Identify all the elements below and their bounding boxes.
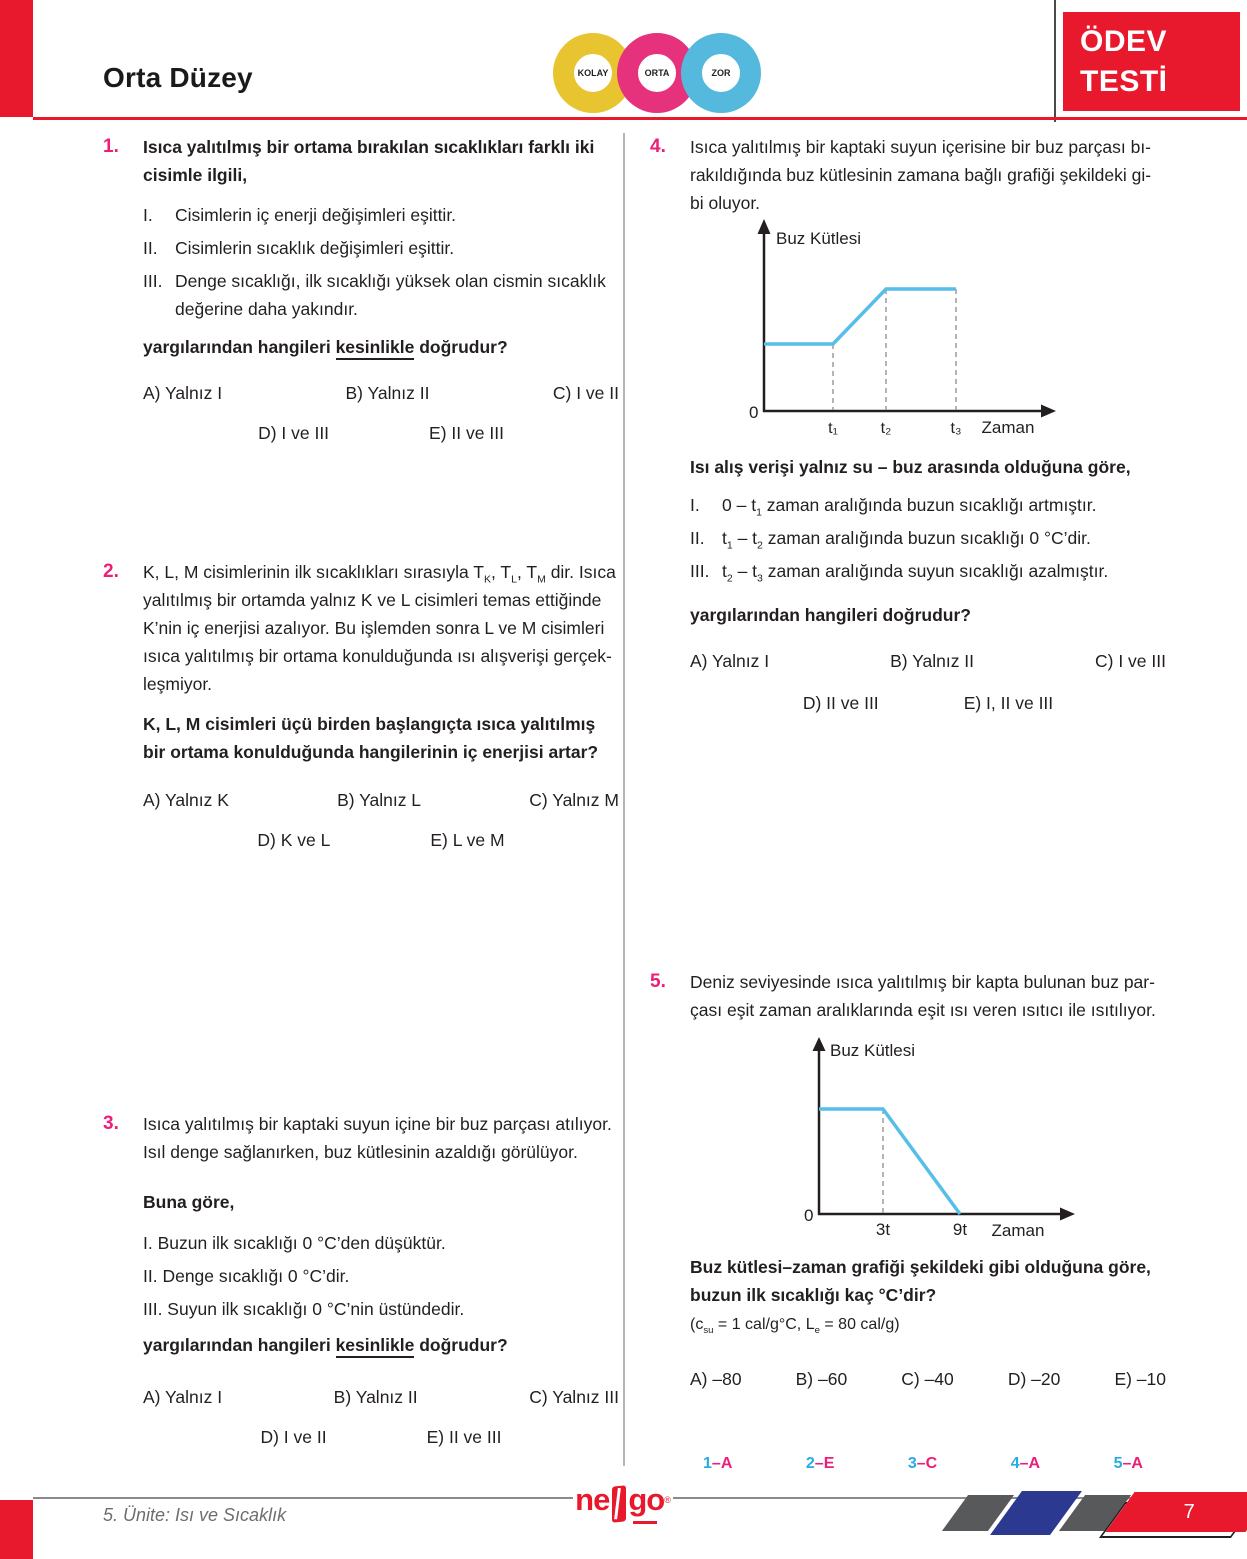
- column-divider: [623, 133, 625, 1489]
- origin-label: 0: [749, 403, 759, 422]
- question-number: 3.: [103, 1113, 119, 1134]
- options-row: [143, 419, 619, 447]
- option-c: C) I ve II: [552, 383, 619, 403]
- statement-item: II. Cisimlerin sıcaklık değişimleri eşittir.: [143, 238, 455, 258]
- x-tick-t1: t₁: [828, 420, 838, 437]
- options-row: [690, 689, 1166, 717]
- options-row: [143, 379, 619, 407]
- option-e: E) L ve M: [430, 830, 505, 850]
- question-4: [650, 133, 1166, 717]
- difficulty-badges: [553, 33, 761, 113]
- constants-note: ($c_{su} = 1$ cal/g°C, $L_e = 80$ cal/g): [690, 1316, 900, 1337]
- x-axis-label: Zaman: [991, 1221, 1045, 1240]
- question-text: Isıca yalıtılmış bir kaptaki suyun içine bir buz parçası atılıyor. Isıl denge sağlanırken, buz kütlesinin azaldığı görülüyor.: [143, 1114, 612, 1162]
- badge-label: ZOR: [711, 68, 731, 78]
- badge-label: KOLAY: [577, 68, 609, 78]
- question-text: K, L, M cisimlerinin ilk sıcaklıkları sırasıyla $T_K$, $T_L$, $T_M$ dir. Isıca yalıtılmış bir ortamda yalnız K ve L cisimleri temas ettiğinde K’nin iç enerjisi azalıyor. Bu işlemden sonra L ve M cisimleri ısıca yalıtılmış bir ortama konulduğunda ısı alışverişi gerçek- leşmiyor.: [143, 562, 616, 694]
- option-b: B) Yalnız II: [345, 383, 430, 403]
- option-c: C) Yalnız M: [529, 790, 619, 810]
- statement-item: I. Cisimlerin iç enerji değişimleri eşittir.: [143, 205, 457, 225]
- options-row: [143, 786, 619, 814]
- difficulty-ring-zor-icon: [681, 33, 761, 113]
- question-stem: Buz kütlesi–zaman grafiği şekildeki gibi olduğuna göre, buzun ilk sıcaklığı kaç °C’dir?: [690, 1257, 1151, 1305]
- options-row: [143, 1383, 619, 1411]
- x-tick-t2: t₂: [880, 420, 892, 437]
- x-tick-t3: t₃: [950, 420, 962, 437]
- test-badge-line1: ÖDEV: [1080, 25, 1168, 58]
- question-stem: K, L, M cisimleri üçü birden başlangıçta ısıca yalıtılmış bir ortama konulduğunda hangilerinin iç enerjisi artar?: [143, 714, 599, 762]
- page-title: Orta Düzey: [103, 62, 253, 93]
- question-3: [103, 1110, 619, 1451]
- test-type-badge: [1063, 12, 1240, 111]
- statement-item: II. Denge sıcaklığı 0 °C’dir.: [143, 1266, 350, 1286]
- option-d: D) I ve II: [260, 1427, 327, 1447]
- origin-label: 0: [804, 1206, 814, 1225]
- page-number: 7: [1184, 1500, 1196, 1523]
- y-axis-label: Buz Kütlesi: [830, 1041, 916, 1060]
- question-number: 4.: [650, 136, 666, 157]
- question-lead: Isı alış verişi yalnız su – buz arasında olduğuna göre,: [690, 457, 1131, 477]
- option-d: D) I ve III: [258, 423, 330, 443]
- statement-item: III. $t_2 - t_3$ zaman aralığında suyun sıcaklığı azalmıştır.: [690, 561, 1109, 585]
- unit-label: 5. Ünite: Isı ve Sıcaklık: [103, 1505, 287, 1525]
- nego-logo: ne go ®: [573, 1466, 673, 1534]
- question-text: Isıca yalıtılmış bir kaptaki suyun içerisine bir buz parçası bı- rakıldığında buz kütlesinin zamana bağlı grafiği şekildeki gi- bi oluyor.: [690, 137, 1152, 213]
- question-stem: yargılarından hangileri kesinlikle doğrudur?: [143, 1331, 619, 1359]
- question-2: [103, 558, 619, 854]
- option-d: D) II ve III: [802, 693, 879, 713]
- options-row: [143, 1423, 619, 1451]
- header-vertical-divider: [1054, 0, 1056, 122]
- option-c: C) –40: [901, 1369, 954, 1389]
- question-stem: yargılarından hangileri kesinlikle doğrudur?: [143, 333, 619, 361]
- question-5: [650, 968, 1166, 1393]
- question-lead: Buna göre,: [143, 1192, 235, 1212]
- option-a: A) Yalnız I: [690, 651, 770, 671]
- y-axis-arrow-icon: [813, 1037, 826, 1051]
- x-tick-3t: 3t: [875, 1220, 891, 1239]
- logo-tagline-mark: [633, 1521, 657, 1524]
- question-number: 2.: [103, 561, 119, 582]
- answer-key-entry: 2–E: [805, 1455, 835, 1472]
- option-b: B) Yalnız II: [890, 651, 975, 671]
- question-number: 1.: [103, 136, 119, 157]
- x-tick-9t: 9t: [952, 1220, 968, 1239]
- options-row: [690, 647, 1166, 675]
- answer-key-entry: 3–C: [907, 1455, 938, 1472]
- statement-item: III. Denge sıcaklığı, ilk sıcaklığı yüksek olan cismin sıcaklık değerine daha yakındır.: [143, 271, 606, 319]
- option-a: A) Yalnız K: [143, 790, 229, 810]
- statement-item: I. Buzun ilk sıcaklığı 0 °C’den düşüktür.: [143, 1233, 446, 1253]
- question-number: 5.: [650, 971, 666, 992]
- option-a: A) Yalnız I: [143, 1387, 223, 1407]
- question-text: Isıca yalıtılmış bir ortama bırakılan sıcaklıkları farklı iki cisimle ilgili,: [143, 137, 595, 185]
- answer-key-entry: 5–A: [1113, 1455, 1143, 1472]
- option-b: B) Yalnız L: [337, 790, 422, 810]
- option-e: E) I, II ve III: [963, 693, 1054, 713]
- question-stem: yargılarından hangileri doğrudur?: [690, 605, 971, 625]
- option-a: A) Yalnız I: [143, 383, 223, 403]
- option-e: E) II ve III: [429, 423, 504, 443]
- option-b: B) Yalnız II: [333, 1387, 418, 1407]
- option-d: D) K ve L: [257, 830, 331, 850]
- ice-mass-time-chart-q5: [790, 1032, 1120, 1247]
- statement-item: I. $0 - t_1$ zaman aralığında buzun sıcaklığı artmıştır.: [690, 495, 1097, 519]
- y-axis-label: Buz Kütlesi: [776, 229, 862, 248]
- ice-mass-time-chart-q4: [736, 211, 1081, 451]
- statement-item: III. Suyun ilk sıcaklığı 0 °C’nin üstündedir.: [143, 1299, 465, 1319]
- option-e: E) II ve III: [426, 1427, 502, 1447]
- options-row: [690, 1365, 1166, 1393]
- option-b: B) –60: [795, 1369, 848, 1389]
- question-text: Deniz seviyesinde ısıca yalıtılmış bir kapta bulunan buz par- çası eşit zaman aralıklarında eşit ısı veren ısıtıcı ile ısıtılıyor.: [690, 972, 1156, 1020]
- badge-label: ORTA: [644, 68, 670, 78]
- option-a: A) –80: [690, 1369, 742, 1389]
- header-red-bar: [0, 0, 33, 117]
- statement-item: II. $t_1 - t_2$ zaman aralığında buzun sıcaklığı 0 °C’dir.: [690, 528, 1091, 552]
- answer-key-entry: 1–A: [703, 1455, 733, 1472]
- option-c: C) Yalnız III: [529, 1387, 619, 1407]
- book-icon: [612, 1485, 626, 1522]
- x-axis-arrow-icon: [1060, 1208, 1075, 1221]
- option-e: E) –10: [1114, 1369, 1166, 1389]
- answer-key-entry: 4–A: [1010, 1455, 1041, 1472]
- test-badge-line2: TESTİ: [1080, 65, 1168, 98]
- x-axis-arrow-icon: [1041, 405, 1056, 418]
- question-1: [103, 133, 619, 447]
- option-d: D) –20: [1007, 1369, 1061, 1389]
- header-red-rule: [33, 117, 1247, 120]
- x-axis-label: Zaman: [981, 418, 1035, 437]
- footer-red-block: [0, 1500, 33, 1559]
- options-row: [143, 826, 619, 854]
- answer-key: [703, 1455, 1143, 1473]
- option-c: C) I ve III: [1095, 651, 1166, 671]
- y-axis-arrow-icon: [758, 219, 771, 234]
